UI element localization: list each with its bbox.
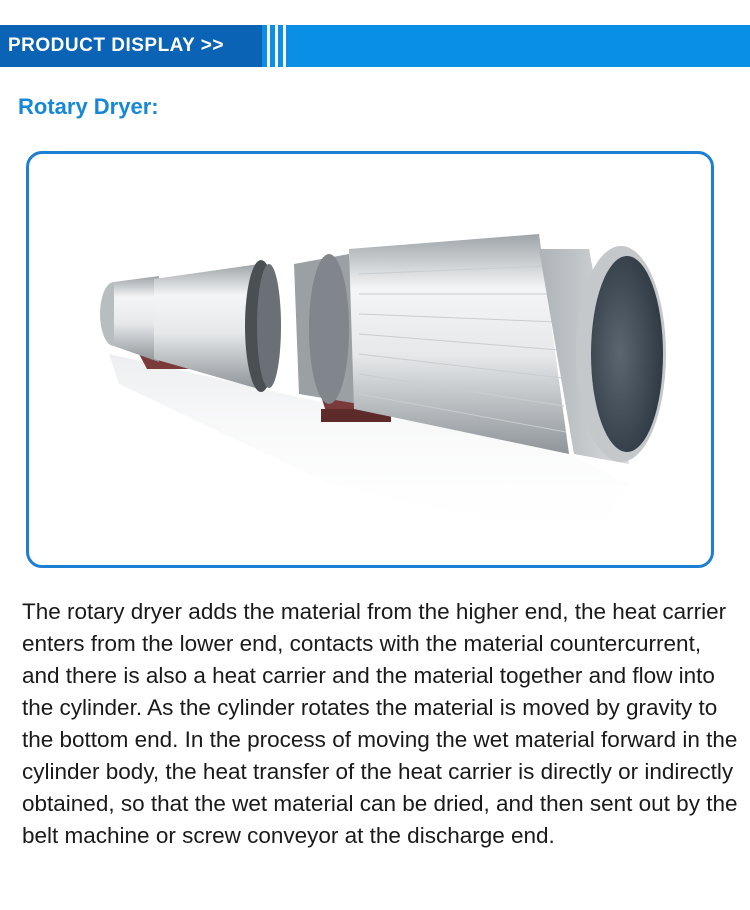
section-header-bar <box>0 25 750 67</box>
header-divider-stripe <box>275 25 278 67</box>
product-image-frame <box>26 151 714 568</box>
section-header-tab <box>0 25 262 67</box>
header-divider-stripe <box>267 25 270 67</box>
section-header-title: PRODUCT DISPLAY >> <box>8 35 224 56</box>
header-divider-stripe <box>283 25 286 67</box>
product-description: The rotary dryer adds the material from the higher end, the heat carrier enters from the lower end, contacts with the material countercurrent, and there is also a heat carrier and the material together and flow into the cylinder. As the cylinder rotates the material is moved by gravity to the bottom end. In the process of moving the wet material forward in the cylinder body, the heat transfer of the heat carrier is directly or indirectly obtained, so that the wet material can be dried, and then sent out by the belt machine or screw conveyor at the discharge end. <box>22 599 738 848</box>
rotary-dryer-photo <box>29 154 711 565</box>
product-title: Rotary Dryer: <box>18 94 159 119</box>
